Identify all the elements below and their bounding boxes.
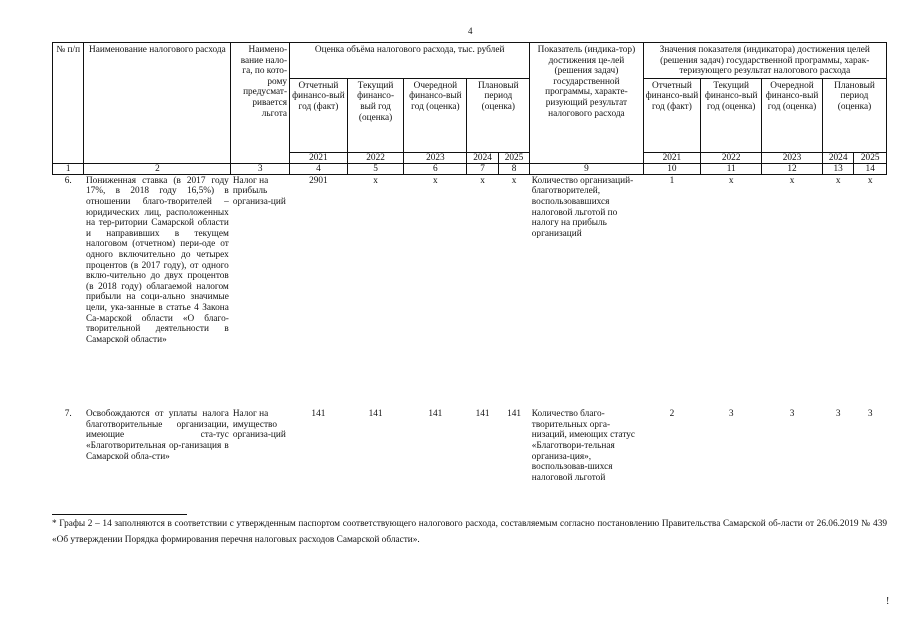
row-num: 6.: [64, 175, 72, 186]
column-numbers-row: [53, 163, 887, 174]
row-tax: Налог на имущество организа-ций: [232, 409, 286, 441]
column-number: 4: [290, 163, 348, 174]
column-number: 14: [854, 163, 887, 174]
column-number: 3: [231, 163, 290, 174]
header-values-next: Очередной финансо-вый год (оценка): [762, 78, 823, 152]
column-number: 13: [822, 163, 853, 174]
row-name: Освобождаются от уплаты налога благотворительные организации, имеющие ста-тус «Благотворительная ор-ганизация в Самарской обла-сти»: [85, 409, 229, 462]
volume-cell: 141: [311, 409, 326, 420]
header-volume-group: Оценка объёма налогового расхода, тыс. рублей: [290, 43, 530, 79]
year-cell: 2022: [347, 152, 404, 163]
volume-cell: 141: [475, 409, 490, 420]
header-name: Наименование налогового расхода: [84, 43, 231, 164]
header-values-current: Текущий финансо-вый год (оценка): [701, 78, 762, 152]
value-cell: x: [789, 175, 795, 186]
row-indicator: Количество организаций-благотворителей, воспользовавшихся налоговой льготой по налогу на прибыль организаций: [531, 175, 634, 239]
value-cell: x: [867, 175, 873, 186]
table-row: [53, 174, 887, 408]
tax-expenses-table: [52, 42, 887, 484]
header-values-planned: Плановый период (оценка): [822, 78, 886, 152]
header-row-1: [53, 43, 887, 79]
header-volume-report: Отчетный финансо-вый год (факт): [290, 78, 348, 152]
header-indicator: Показатель (индика-тор) достижения це-лей (решения задач) государственной программы, характе-ризующий результат налогового расхода: [530, 43, 643, 164]
volume-cell: x: [480, 175, 485, 186]
column-number: 11: [701, 163, 762, 174]
column-number: 2: [84, 163, 231, 174]
volume-cell: 141: [368, 409, 383, 420]
header-volume-current: Текущий финансо-вый год (оценка): [347, 78, 404, 152]
volume-cell: x: [511, 175, 517, 186]
footnote: * Графы 2 – 14 заполняются в соответствии с утвержденным паспортом соответствующего налогового расхода, составляемым согласно постановлению Правительства Самарской об-ласти от 26.06.2019 № 439 «Об утверждении Порядка формирования перечня налоговых расходов Самарской области».: [52, 519, 887, 545]
column-number: 10: [643, 163, 701, 174]
column-number: 1: [53, 163, 84, 174]
volume-cell: x: [433, 175, 438, 186]
column-number: 5: [347, 163, 404, 174]
margin-mark: !: [886, 596, 890, 607]
header-values-report: Отчетный финансо-вый год (факт): [643, 78, 701, 152]
volume-cell: 141: [507, 409, 522, 420]
page-number: 4: [468, 26, 473, 36]
header-volume-next: Очередной финансо-вый год (оценка): [404, 78, 467, 152]
volume-cell: 141: [428, 409, 443, 420]
year-cell: 2023: [762, 152, 823, 163]
value-cell: x: [728, 175, 734, 186]
column-number: 8: [498, 163, 529, 174]
value-cell: 3: [728, 409, 734, 420]
volume-cell: x: [373, 175, 378, 186]
year-cell: 2024: [467, 152, 498, 163]
year-cell: 2025: [854, 152, 887, 163]
year-cell: 2021: [290, 152, 348, 163]
year-cell: 2024: [822, 152, 853, 163]
year-cell: 2025: [498, 152, 529, 163]
row-tax: Налог на прибыль организа-ций: [232, 175, 286, 207]
row-name: Пониженная ставка (в 2017 году 17%, в 2018 году 16,5%) в отношении благо-творителей – юридических лиц, расположенных на тер-ритории Самарской области и направивших в текущем налоговом (отчетном) пери-оде от одного включительно до четырех процентов (в 2017 году), от одного вклю-чительно до двух процентов (в 2018 году) облагаемой налогом прибыли на соци-ально значимые цели, ука-занные в статье 4 Закона Са-марской области «О благо-творительной деятельности в Самарской области»: [85, 175, 229, 345]
year-cell: 2021: [643, 152, 701, 163]
column-number: 7: [467, 163, 498, 174]
table-row: [53, 408, 887, 484]
row-num: 7.: [64, 409, 72, 420]
volume-cell: 2901: [309, 175, 328, 186]
row-indicator: Количество благо-творительных орга-низаций, имеющих статус «Благотвори-тельная организа-ция», воспользовав-шихся налоговой льготой: [531, 409, 636, 483]
column-number: 6: [404, 163, 467, 174]
column-number: 12: [762, 163, 823, 174]
year-cell: 2023: [404, 152, 467, 163]
value-cell: x: [835, 175, 841, 186]
value-cell: 3: [789, 409, 795, 420]
header-volume-planned: Плановый период (оценка): [467, 78, 530, 152]
value-cell: 2: [669, 409, 675, 420]
value-cell: 3: [835, 409, 841, 420]
footnote-divider: [52, 514, 187, 515]
header-tax: Наимено-вание нало-га, по кото-рому предусмат-ривается льгота: [231, 43, 290, 164]
value-cell: 1: [669, 175, 675, 186]
header-values-group: Значения показателя (индикатора) достижения целей (решения задач) государственной программы, харак-теризующего результат налогового расхода: [643, 43, 886, 79]
column-number: 9: [530, 163, 643, 174]
year-cell: 2022: [701, 152, 762, 163]
header-num: № п/п: [53, 43, 84, 164]
value-cell: 3: [867, 409, 873, 420]
